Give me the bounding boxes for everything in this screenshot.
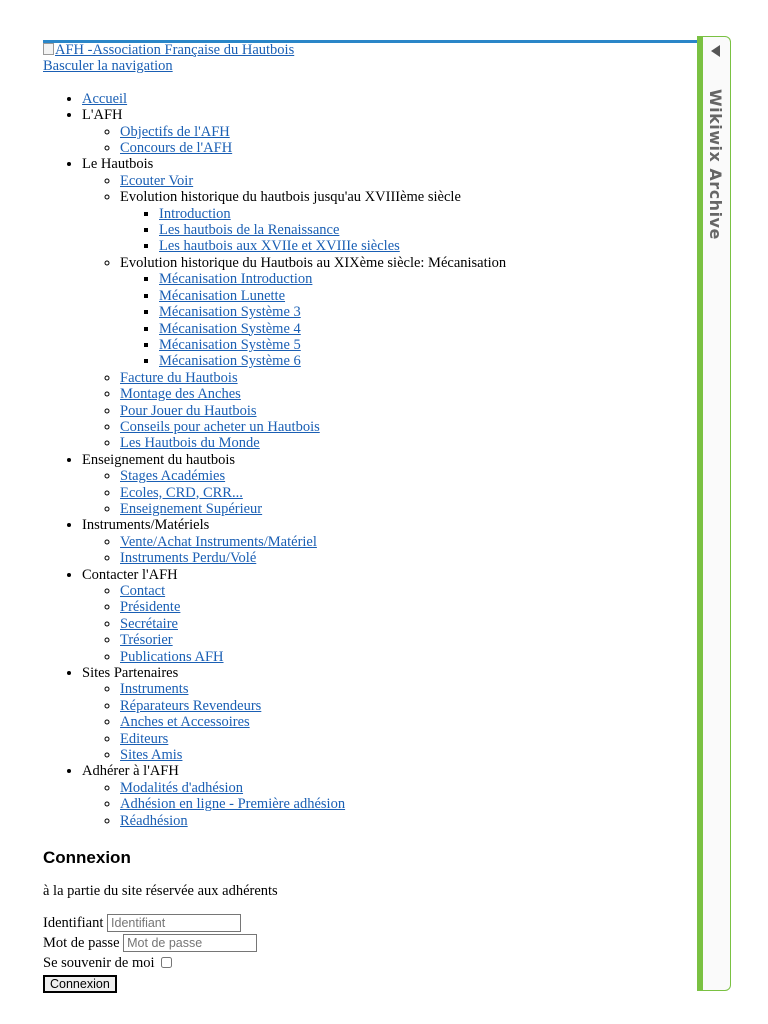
nav-link-ecoles[interactable]: Ecoles, CRD, CRR... <box>120 484 243 501</box>
submenu-item <box>120 813 693 829</box>
login-form <box>43 914 693 996</box>
nav-link-perdu-vole[interactable]: Instruments Perdu/Volé <box>120 550 257 567</box>
submenu-item <box>120 501 693 517</box>
broken-image-icon <box>43 43 54 55</box>
password-input[interactable] <box>123 934 257 952</box>
nav-link-mecanisation-6[interactable]: Mécanisation Système 6 <box>159 353 301 370</box>
nav-label-contacter[interactable]: Contacter l'AFH <box>82 566 178 583</box>
submenu-item <box>120 780 693 796</box>
main-nav <box>43 91 693 829</box>
nav-link-mecanisation-4[interactable]: Mécanisation Système 4 <box>159 320 301 337</box>
nav-link-instruments-partenaires[interactable]: Instruments <box>120 681 189 698</box>
submenu-enseignement <box>82 468 693 517</box>
nav-link-concours[interactable]: Concours de l'AFH <box>120 140 233 157</box>
submenu-evolution-18 <box>120 206 693 255</box>
submenu-item <box>120 599 693 615</box>
submenu-adherer <box>82 780 693 829</box>
nav-link-ecouter-voir[interactable]: Ecouter Voir <box>120 172 194 189</box>
submenu-item <box>159 304 693 320</box>
submenu-item <box>120 681 693 697</box>
submenu-item <box>159 206 693 222</box>
submenu-item <box>159 288 693 304</box>
nav-link-stages[interactable]: Stages Académies <box>120 468 226 485</box>
nav-link-xviie-xviiie[interactable]: Les hautbois aux XVIIe et XVIIIe siècles <box>159 238 400 255</box>
nav-label-enseignement[interactable]: Enseignement du hautbois <box>82 451 236 468</box>
login-submit-button[interactable]: Connexion <box>43 975 117 993</box>
submenu-item <box>120 386 693 402</box>
submenu-evolution-19 <box>120 271 693 369</box>
submenu-item <box>120 370 693 386</box>
nav-link-vente-achat[interactable]: Vente/Achat Instruments/Matériel <box>120 533 317 550</box>
nav-link-anches-accessoires[interactable]: Anches et Accessoires <box>120 714 250 731</box>
submenu-item <box>120 140 693 156</box>
nav-link-mecanisation-3[interactable]: Mécanisation Système 3 <box>159 304 301 321</box>
nav-link-sites-amis[interactable]: Sites Amis <box>120 747 183 764</box>
nav-link-accueil[interactable]: Accueil <box>82 90 128 107</box>
nav-item-afh <box>82 107 693 156</box>
submenu-item <box>159 337 693 353</box>
submenu-item <box>120 485 693 501</box>
submenu-partenaires <box>82 681 693 763</box>
submenu-item <box>159 238 693 254</box>
nav-item-partenaires <box>82 665 693 763</box>
submenu-item <box>120 534 693 550</box>
nav-label-adherer[interactable]: Adhérer à l'AFH <box>82 763 179 780</box>
submenu-item <box>159 222 693 238</box>
nav-link-renaissance[interactable]: Les hautbois de la Renaissance <box>159 222 340 239</box>
nav-label-evolution-19[interactable]: Evolution historique du Hautbois au XIXème siècle: Mécanisation <box>120 254 507 271</box>
nav-link-mecanisation-intro[interactable]: Mécanisation Introduction <box>159 271 313 288</box>
submenu-item <box>120 747 693 763</box>
nav-link-editeurs[interactable]: Editeurs <box>120 730 169 747</box>
nav-link-pour-jouer[interactable]: Pour Jouer du Hautbois <box>120 402 257 419</box>
nav-link-modalites[interactable]: Modalités d'adhésion <box>120 779 244 796</box>
username-row <box>43 914 693 935</box>
submenu-item <box>120 419 693 435</box>
nav-link-mecanisation-lunette[interactable]: Mécanisation Lunette <box>159 287 286 304</box>
collapse-arrow-icon[interactable] <box>711 45 720 57</box>
submenu-item <box>159 353 693 369</box>
nav-link-presidente[interactable]: Présidente <box>120 599 181 616</box>
password-row <box>43 934 693 955</box>
submenu-instruments <box>82 534 693 567</box>
submenu-hautbois <box>82 173 693 452</box>
nav-toggle-button[interactable]: Basculer la navigation <box>43 58 173 75</box>
submit-row <box>43 975 693 996</box>
nav-link-tresorier[interactable]: Trésorier <box>120 632 173 649</box>
submenu-item <box>120 714 693 730</box>
nav-link-reparateurs[interactable]: Réparateurs Revendeurs <box>120 697 262 714</box>
nav-link-facture[interactable]: Facture du Hautbois <box>120 369 238 386</box>
submenu-afh <box>82 124 693 157</box>
login-title: Connexion <box>43 848 131 868</box>
submenu-item <box>159 321 693 337</box>
site-logo-link[interactable] <box>43 42 693 58</box>
submenu-item <box>120 731 693 747</box>
submenu-item <box>120 403 693 419</box>
wikiwix-archive-label: Wikiwix Archive <box>706 89 725 240</box>
nav-item-accueil <box>82 91 693 107</box>
submenu-item <box>120 698 693 714</box>
nav-item-contacter <box>82 567 693 665</box>
submenu-item <box>120 550 693 566</box>
submenu-item <box>120 616 693 632</box>
submenu-item <box>120 255 693 370</box>
submenu-item <box>120 124 693 140</box>
nav-label-partenaires[interactable]: Sites Partenaires <box>82 665 179 682</box>
submenu-item <box>120 649 693 665</box>
submenu-item <box>120 468 693 484</box>
nav-item-hautbois <box>82 156 693 451</box>
username-input[interactable] <box>107 914 241 932</box>
nav-link-secretaire[interactable]: Secrétaire <box>120 615 178 632</box>
site-logo-alt-text: AFH -Association Française du Hautbois <box>55 42 295 58</box>
login-description: à la partie du site réservée aux adhérents <box>43 883 278 900</box>
wikiwix-archive-panel[interactable] <box>697 36 731 991</box>
nav-label-afh[interactable]: L'AFH <box>82 107 123 124</box>
nav-link-readhesion[interactable]: Réadhésion <box>120 812 188 829</box>
nav-item-adherer <box>82 763 693 829</box>
submenu-item <box>120 632 693 648</box>
remember-checkbox[interactable] <box>161 957 172 968</box>
submenu-item <box>120 796 693 812</box>
submenu-item <box>159 271 693 287</box>
nav-link-publications[interactable]: Publications AFH <box>120 648 224 665</box>
submenu-contacter <box>82 583 693 665</box>
submenu-item <box>120 173 693 189</box>
nav-label-evolution-18[interactable]: Evolution historique du hautbois jusqu'au XVIIIème siècle <box>120 189 461 206</box>
remember-row <box>43 955 693 976</box>
nav-link-conseils-acheter[interactable]: Conseils pour acheter un Hautbois <box>120 418 320 435</box>
submenu-item <box>120 189 693 255</box>
nav-label-instruments[interactable]: Instruments/Matériels <box>82 517 210 534</box>
nav-link-introduction[interactable]: Introduction <box>159 205 231 222</box>
username-label: Identifiant <box>43 914 104 931</box>
nav-link-hautbois-monde[interactable]: Les Hautbois du Monde <box>120 435 260 452</box>
submenu-item <box>120 435 693 451</box>
nav-link-mecanisation-5[interactable]: Mécanisation Système 5 <box>159 336 301 353</box>
nav-label-hautbois[interactable]: Le Hautbois <box>82 156 154 173</box>
nav-item-enseignement <box>82 452 693 518</box>
nav-item-instruments <box>82 517 693 566</box>
nav-link-enseignement-superieur[interactable]: Enseignement Supérieur <box>120 500 263 517</box>
remember-label: Se souvenir de moi <box>43 954 155 971</box>
submenu-item <box>120 583 693 599</box>
nav-link-adhesion-en-ligne[interactable]: Adhésion en ligne - Première adhésion <box>120 796 346 813</box>
password-label: Mot de passe <box>43 935 120 951</box>
page-content <box>43 42 693 996</box>
nav-link-contact[interactable]: Contact <box>120 583 166 599</box>
nav-link-objectifs[interactable]: Objectifs de l'AFH <box>120 123 230 140</box>
nav-link-montage-anches[interactable]: Montage des Anches <box>120 386 241 403</box>
